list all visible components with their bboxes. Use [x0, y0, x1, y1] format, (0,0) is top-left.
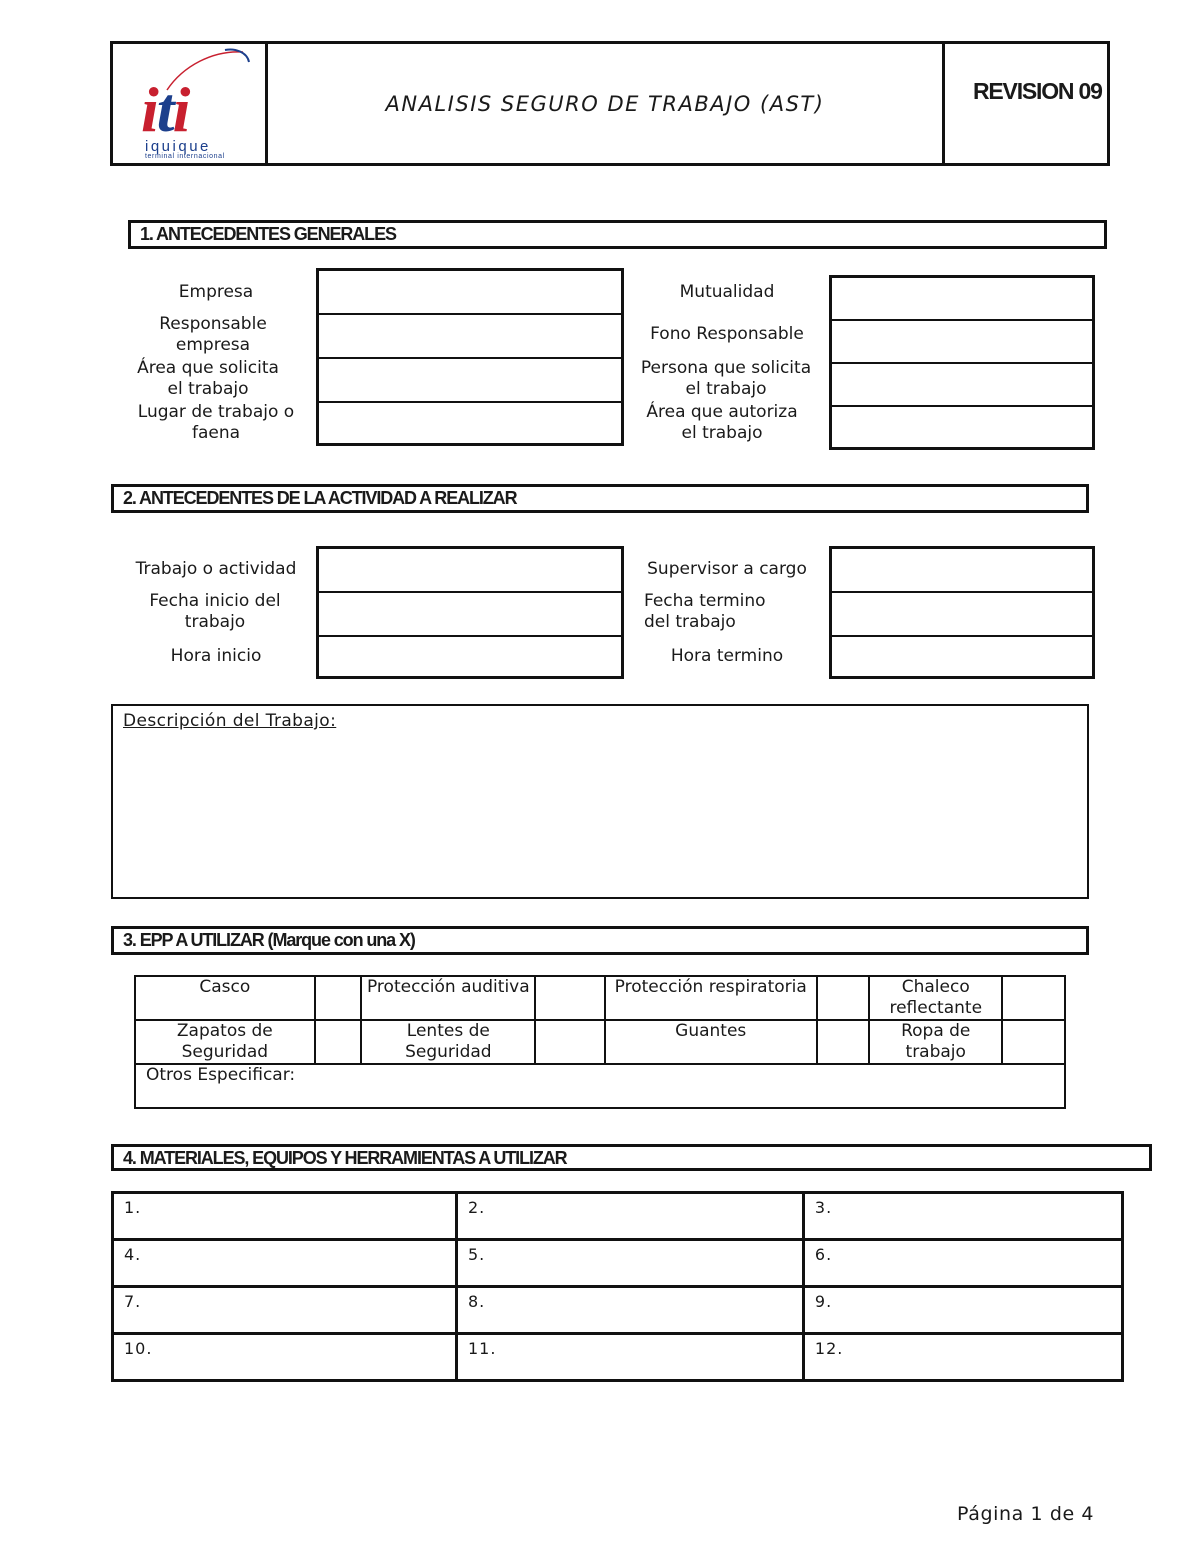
epp-table — [134, 975, 1066, 1109]
area-solicita-field[interactable] — [319, 359, 621, 403]
material-cell[interactable]: 2. — [456, 1193, 803, 1240]
label-area-autoriza: Área que autoriza el trabajo — [646, 402, 798, 443]
label-responsable-empresa: Responsable empresa — [159, 314, 267, 355]
label-lugar-trabajo: Lugar de trabajo o faena — [137, 402, 295, 443]
label-persona-solicita: Persona que solicita el trabajo — [640, 358, 812, 399]
label-empresa: Empresa — [178, 282, 254, 302]
material-cell[interactable]: 7. — [113, 1287, 457, 1334]
hora-inicio-field[interactable] — [319, 637, 621, 676]
persona-solicita-field[interactable] — [832, 364, 1092, 407]
lugar-trabajo-field[interactable] — [319, 403, 621, 443]
label-fecha-termino: Fecha termino del trabajo — [644, 591, 766, 632]
supervisor-field[interactable] — [832, 549, 1092, 593]
epp-row — [135, 1064, 1065, 1108]
epp-checkbox-ropa[interactable] — [1002, 1020, 1065, 1064]
table-row — [113, 1193, 1123, 1240]
table-row — [113, 1287, 1123, 1334]
section-1-right-fields — [829, 275, 1095, 450]
section-2-right-fields — [829, 546, 1095, 679]
label-hora-termino: Hora termino — [670, 646, 784, 666]
epp-label-lentes: Lentes de Seguridad — [361, 1020, 535, 1064]
epp-label-guantes: Guantes — [605, 1020, 817, 1064]
label-trabajo-actividad: Trabajo o actividad — [135, 559, 297, 579]
material-cell[interactable]: 9. — [803, 1287, 1122, 1334]
section-2-left-fields — [316, 546, 624, 679]
responsable-empresa-field[interactable] — [319, 315, 621, 359]
epp-otros-label: Otros Especificar: — [146, 1065, 296, 1085]
mutualidad-field[interactable] — [832, 278, 1092, 321]
document-title: ANALISIS SEGURO DE TRABAJO (AST) — [385, 91, 825, 116]
revision-label: REVISION 09 — [973, 78, 1102, 104]
material-cell[interactable]: 11. — [456, 1334, 803, 1381]
material-cell[interactable]: 5. — [456, 1240, 803, 1287]
section-2-heading: 2. ANTECEDENTES DE LA ACTIVIDAD A REALIZAR — [111, 484, 1089, 513]
title-cell — [268, 44, 945, 163]
epp-checkbox-proteccion-respiratoria[interactable] — [817, 976, 870, 1020]
material-cell[interactable]: 8. — [456, 1287, 803, 1334]
label-mutualidad: Mutualidad — [679, 282, 775, 302]
epp-label-ropa: Ropa de trabajo — [869, 1020, 1002, 1064]
epp-label-zapatos: Zapatos de Seguridad — [135, 1020, 315, 1064]
material-cell[interactable]: 12. — [803, 1334, 1122, 1381]
material-cell[interactable]: 6. — [803, 1240, 1122, 1287]
material-cell[interactable]: 1. — [113, 1193, 457, 1240]
table-row — [113, 1334, 1123, 1381]
epp-otros-field[interactable] — [135, 1064, 1065, 1108]
epp-label-proteccion-respiratoria: Protección respiratoria — [605, 976, 817, 1020]
epp-label-proteccion-auditiva: Protección auditiva — [361, 976, 535, 1020]
page-number: Página 1 de 4 — [957, 1503, 1095, 1525]
epp-checkbox-zapatos[interactable] — [315, 1020, 362, 1064]
epp-checkbox-guantes[interactable] — [817, 1020, 870, 1064]
logo-subtitle: iquique — [145, 138, 211, 155]
materials-table — [111, 1191, 1124, 1382]
table-row — [113, 1240, 1123, 1287]
epp-checkbox-proteccion-auditiva[interactable] — [535, 976, 605, 1020]
trabajo-actividad-field[interactable] — [319, 549, 621, 593]
epp-checkbox-lentes[interactable] — [535, 1020, 605, 1064]
section-1-left-fields — [316, 268, 624, 446]
label-hora-inicio: Hora inicio — [170, 646, 262, 666]
revision-cell — [945, 44, 1107, 163]
section-4-heading: 4. MATERIALES, EQUIPOS Y HERRAMIENTAS A UTILIZAR — [111, 1144, 1152, 1171]
section-1-heading: 1. ANTECEDENTES GENERALES — [128, 220, 1107, 249]
description-field[interactable] — [111, 704, 1089, 899]
epp-label-chaleco: Chaleco reflectante — [869, 976, 1002, 1020]
epp-checkbox-casco[interactable] — [315, 976, 362, 1020]
area-autoriza-field[interactable] — [832, 407, 1092, 447]
fecha-inicio-field[interactable] — [319, 593, 621, 637]
label-supervisor: Supervisor a cargo — [647, 559, 807, 579]
material-cell[interactable]: 10. — [113, 1334, 457, 1381]
epp-label-casco: Casco — [135, 976, 315, 1020]
hora-termino-field[interactable] — [832, 637, 1092, 676]
material-cell[interactable]: 4. — [113, 1240, 457, 1287]
document-header — [110, 41, 1110, 166]
label-fono-responsable: Fono Responsable — [650, 324, 804, 344]
epp-checkbox-chaleco[interactable] — [1002, 976, 1065, 1020]
logo-cell — [113, 44, 268, 163]
logo-text: iti — [141, 74, 189, 145]
label-area-solicita: Área que solicita el trabajo — [137, 358, 279, 399]
epp-row — [135, 976, 1065, 1020]
empresa-field[interactable] — [319, 271, 621, 315]
description-label: Descripción del Trabajo: — [123, 711, 337, 731]
fecha-termino-field[interactable] — [832, 593, 1092, 637]
logo — [141, 74, 189, 145]
material-cell[interactable]: 3. — [803, 1193, 1122, 1240]
label-fecha-inicio: Fecha inicio del trabajo — [149, 591, 281, 632]
fono-responsable-field[interactable] — [832, 321, 1092, 364]
section-3-heading: 3. EPP A UTILIZAR (Marque con una X) — [111, 926, 1089, 955]
logo-tagline: terminal internacional — [145, 153, 225, 160]
epp-row — [135, 1020, 1065, 1064]
